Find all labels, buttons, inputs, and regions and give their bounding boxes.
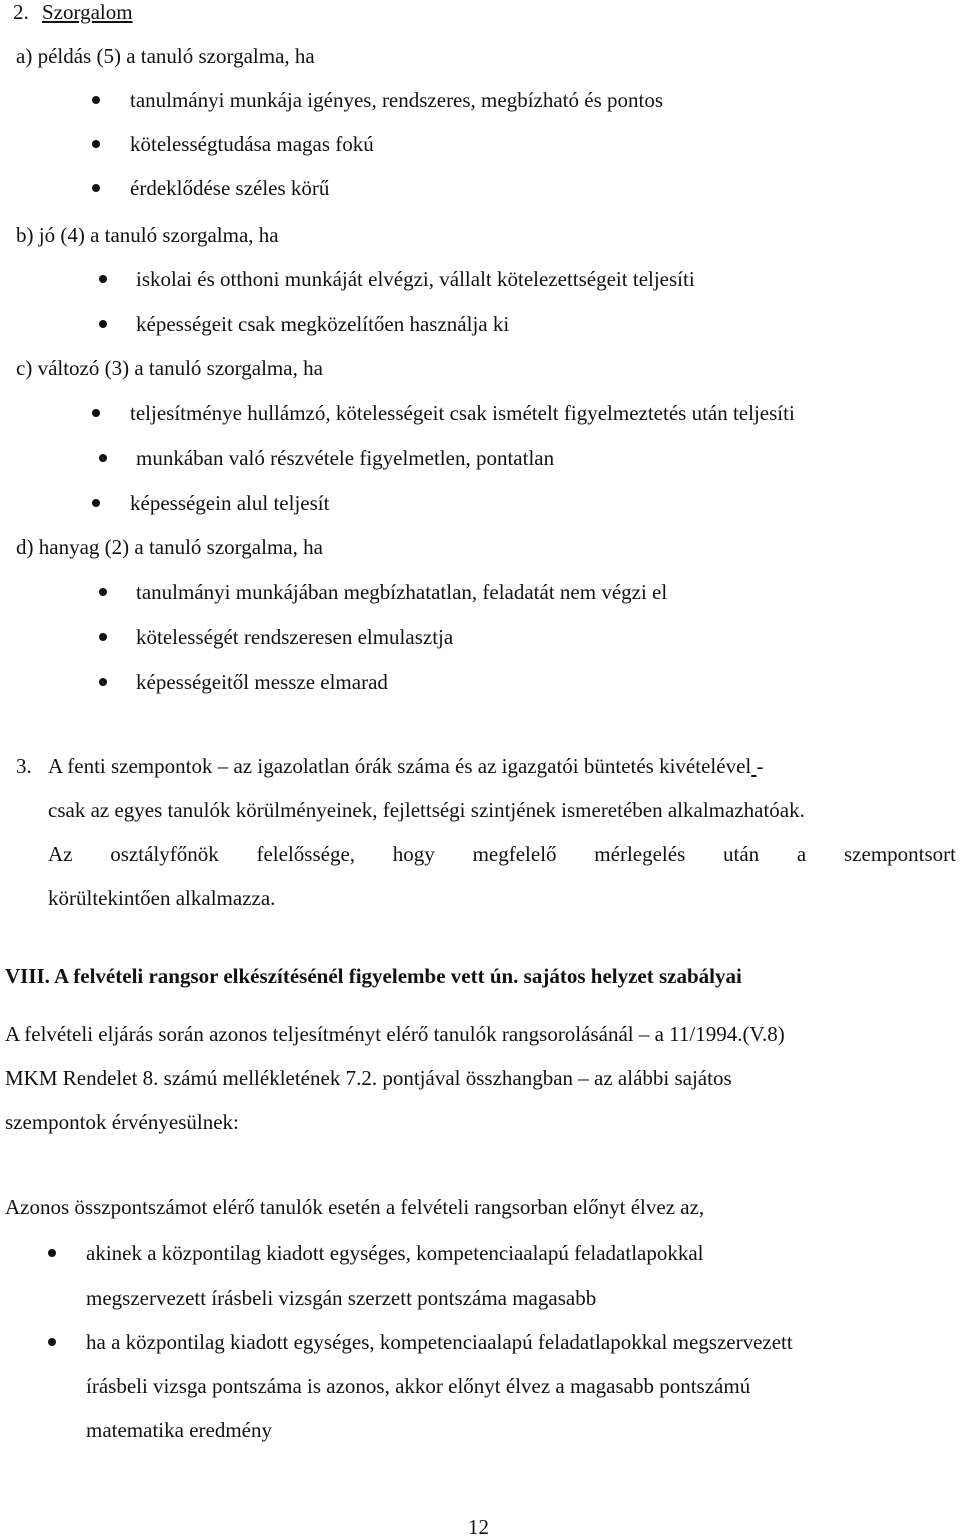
list-item: munkában való részvétele figyelmetlen, pontatlan: [136, 446, 555, 470]
section-8-intro-line-3: szempontok érvényesülnek:: [5, 1110, 239, 1134]
list-item: tanulmányi munkájában megbízhatatlan, feladatát nem végzi el: [136, 580, 668, 604]
section-3-line-3: Az osztályfőnök felelőssége, hogy megfelelő mérlegelés után a szempontsort: [48, 842, 956, 866]
bullet-icon: [48, 1249, 56, 1257]
section-2-heading: [13, 2, 133, 23]
list-b-heading: b) jó (4) a tanuló szorgalma, ha: [16, 223, 279, 247]
section-3-line-2: csak az egyes tanulók körülményeinek, fejlettségi szintjének ismeretében alkalmazhatóak.: [48, 798, 805, 822]
list-item: tanulmányi munkája igényes, rendszeres, megbízható és pontos: [130, 88, 664, 112]
bullet-icon: [48, 1338, 56, 1346]
section-3-line-1-tail: -: [756, 754, 764, 778]
section-8-heading: VIII. A felvételi rangsor elkészítésénél figyelembe vett ún. sajátos helyzet szabályai: [5, 964, 742, 988]
bullet-icon: [99, 320, 107, 328]
list-item: képességein alul teljesít: [130, 491, 330, 515]
list-item: kötelességét rendszeresen elmulasztja: [136, 625, 454, 649]
section-3-line-4: körültekintően alkalmazza.: [48, 886, 276, 910]
list-item: kötelességtudása magas fokú: [130, 132, 374, 156]
section-3-line-1-text: A fenti szempontok – az igazolatlan órák száma és az igazgatói büntetés kivételével: [48, 754, 752, 778]
bullet-icon: [92, 140, 100, 148]
bullet-icon: [99, 275, 107, 283]
bullet-icon: [99, 678, 107, 686]
section-8-lead: Azonos összpontszámot elérő tanulók esetén a felvételi rangsorban előnyt élvez az,: [5, 1195, 705, 1219]
list-item-continuation: írásbeli vizsga pontszáma is azonos, akkor előnyt élvez a magasabb pontszámú: [86, 1374, 751, 1398]
list-a-heading: a) példás (5) a tanuló szorgalma, ha: [16, 44, 315, 68]
list-item: iskolai és otthoni munkáját elvégzi, vállalt kötelezettségeit teljesíti: [136, 267, 695, 291]
section-3-line-1: [48, 756, 763, 777]
section-8-intro-line-2: MKM Rendelet 8. számú mellékletének 7.2. pontjával összhangban – az alábbi sajátos: [5, 1066, 732, 1090]
bullet-icon: [92, 409, 100, 417]
list-item: képességeit csak megközelítően használja ki: [136, 312, 510, 336]
list-d-heading: d) hanyag (2) a tanuló szorgalma, ha: [16, 535, 323, 559]
list-c-heading: c) változó (3) a tanuló szorgalma, ha: [16, 356, 323, 380]
bullet-icon: [99, 633, 107, 641]
bullet-icon: [99, 454, 107, 462]
bullet-icon: [92, 184, 100, 192]
list-item: akinek a központilag kiadott egységes, kompetenciaalapú feladatlapokkal: [86, 1241, 704, 1265]
section-8-intro-line-1: A felvételi eljárás során azonos teljesítményt elérő tanulók rangsorolásánál – a 11/1994.(V.8): [5, 1022, 785, 1046]
list-item-continuation: matematika eredmény: [86, 1418, 272, 1442]
bullet-icon: [99, 588, 107, 596]
bullet-icon: [92, 96, 100, 104]
list-item: teljesítménye hullámzó, kötelességeit csak ismételt figyelmeztetés után teljesíti: [130, 401, 795, 425]
section-2-title: Szorgalom: [42, 0, 133, 24]
section-2-number: 2.: [13, 0, 29, 24]
page-number: 12: [468, 1515, 489, 1539]
bullet-icon: [92, 499, 100, 507]
list-item-continuation: megszervezett írásbeli vizsgán szerzett pontszáma magasabb: [86, 1286, 597, 1310]
list-item: érdeklődése széles körű: [130, 176, 330, 200]
section-3-number: 3.: [16, 754, 32, 778]
list-item: képességeitől messze elmarad: [136, 670, 388, 694]
list-item: ha a központilag kiadott egységes, kompetenciaalapú feladatlapokkal megszervezett: [86, 1330, 793, 1354]
